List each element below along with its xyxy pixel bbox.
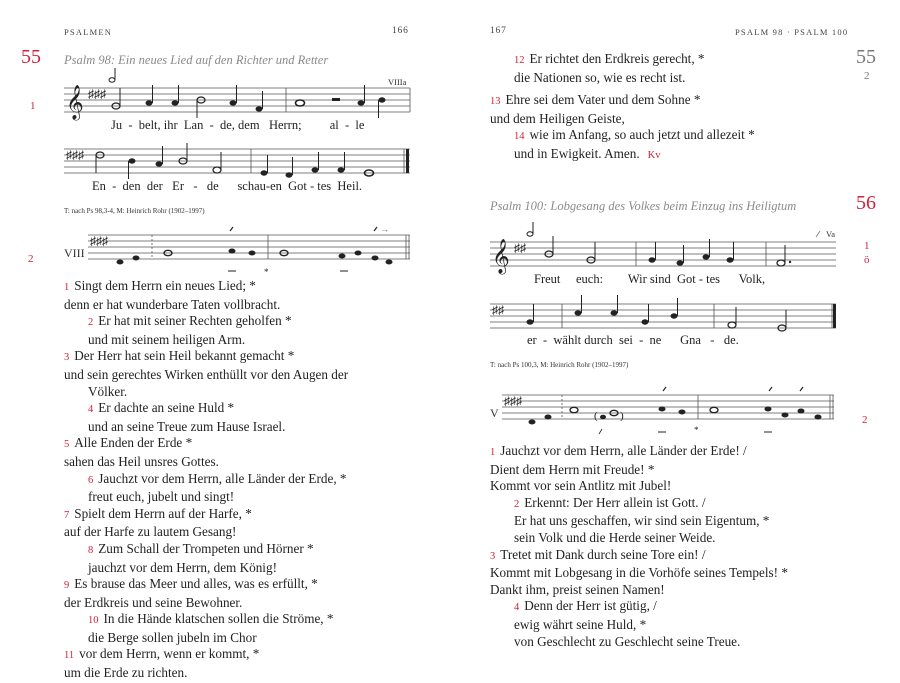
credit-line: T: nach Ps 98,3-4, M: Heinrich Rohr (1902–1997) bbox=[64, 207, 205, 215]
svg-text:→: → bbox=[380, 224, 389, 234]
section-number-2: 2 bbox=[28, 253, 34, 265]
running-head: PSALM 98 · PSALM 100 bbox=[735, 27, 849, 37]
verse-8: 8 Zum Schall der Trompeten und Hörner * jauchzt vor dem Herrn, dem König! bbox=[88, 540, 314, 575]
svg-text:*: * bbox=[264, 267, 269, 277]
section-number-1-sub: ö bbox=[864, 254, 870, 266]
verse-3: 3 Der Herr hat sein Heil bekannt gemacht * und sein gerechtes Wirken enthüllt vor den Augen der Völker. bbox=[64, 348, 349, 399]
section-number-1: 1 bbox=[864, 240, 870, 252]
psalm-tone-label: V bbox=[490, 406, 499, 420]
verse-1: 1 Jauchzt vor dem Herrn, alle Länder der Erde! / Dient dem Herrn mit Freude! * Kommt vor sein Antlitz mit Jubel! bbox=[490, 443, 747, 494]
verse-4: 4 Denn der Herr ist gütig, / ewig währt seine Huld, * von Geschlecht zu Geschlecht seine Treue. bbox=[514, 598, 741, 649]
page-number: 166 bbox=[392, 26, 409, 36]
verse-2: 2 Erkennt: Der Herr allein ist Gott. / Er hat uns geschaffen, wir sind sein Eigentum, * sein Volk und die Herde seiner Weide. bbox=[514, 494, 770, 545]
verse-13: 13 Ehre sei dem Vater und dem Sohne * und dem Heiligen Geiste, bbox=[490, 92, 701, 126]
psalm-tone-staff bbox=[88, 224, 412, 277]
mode-label: Va bbox=[826, 229, 835, 239]
svg-text:𝄞: 𝄞 bbox=[66, 85, 84, 120]
credit-line: T: nach Ps 100,3, M: Heinrich Rohr (1902–1997) bbox=[490, 361, 629, 369]
psalm-title: Psalm 100: Lobgesang des Volkes beim Einzug ins Heiligtum bbox=[490, 199, 797, 213]
verse-1: 1 Singt dem Herrn ein neues Lied; * denn er hat wunderbare Taten vollbracht. bbox=[64, 278, 281, 312]
verse-7: 7 Spielt dem Herrn auf der Harfe, * auf der Harfe zu lautem Gesang! bbox=[64, 505, 252, 540]
verse-2: 2 Er hat mit seiner Rechten geholfen * und mit seinem heiligen Arm. bbox=[88, 313, 292, 347]
psalm-98-continued-verses bbox=[490, 51, 755, 165]
svg-text:*: * bbox=[694, 425, 699, 435]
svg-text:♯♯♯: ♯♯♯ bbox=[66, 148, 84, 162]
hymn-number-56: 56 bbox=[856, 192, 876, 214]
svg-text:♯♯: ♯♯ bbox=[514, 241, 526, 255]
hymn-number-55: 55 bbox=[21, 46, 41, 68]
psalm-100-verses bbox=[490, 443, 788, 650]
psalm-title: Psalm 98: Ein neues Lied auf den Richter und Retter bbox=[64, 53, 329, 67]
mode-label: VIIIa bbox=[388, 77, 407, 87]
lyrics-line-1: Ju - belt, ihr Lan - de, dem Herrn; al - le bbox=[111, 118, 365, 132]
lyrics-line-2: er - wählt durch sei - ne Gna - de. bbox=[527, 333, 739, 347]
lyrics-line-2: En - den der Er - de schau-en Got - tes Heil. bbox=[92, 179, 363, 193]
verse-12: 12 Er richtet den Erdkreis gerecht, * die Nationen so, wie es recht ist. bbox=[514, 51, 705, 85]
margin-number-55: 55 bbox=[856, 46, 876, 68]
svg-text:): ) bbox=[620, 410, 624, 422]
svg-text:♯♯: ♯♯ bbox=[492, 303, 504, 317]
svg-text:𝄞: 𝄞 bbox=[492, 239, 510, 274]
svg-text:♯♯♯: ♯♯♯ bbox=[504, 394, 522, 408]
psalm-98-verses bbox=[64, 278, 348, 682]
lyrics-line-1: Freut euch: Wir sind Got - tes Volk, bbox=[534, 272, 766, 286]
right-page bbox=[450, 0, 900, 683]
verse-4: 4 Er dachte an seine Huld * und an seine Treue zum Hause Israel. bbox=[88, 400, 286, 434]
verse-5: 5 Alle Enden der Erde * sahen das Heil unsres Gottes. bbox=[64, 435, 219, 469]
kv-marker: Kv bbox=[647, 149, 661, 161]
psalm-tone-label: VIII bbox=[64, 246, 85, 260]
section-number-1: 1 bbox=[30, 100, 36, 112]
section-number-2: 2 bbox=[862, 414, 868, 426]
margin-number-55-sub: 2 bbox=[864, 70, 870, 82]
verse-11: 11 vor dem Herrn, wenn er kommt, * um die Erde zu richten. bbox=[64, 646, 260, 681]
svg-text:♯♯♯: ♯♯♯ bbox=[88, 87, 106, 101]
svg-text:♯♯♯: ♯♯♯ bbox=[90, 234, 108, 248]
verse-number: 1 bbox=[64, 282, 70, 293]
page-number: 167 bbox=[490, 26, 507, 36]
verse-9: 9 Es brause das Meer und alles, was es erfüllt, * der Erdkreis und seine Bewohner. bbox=[64, 576, 318, 610]
svg-text:(: ( bbox=[594, 410, 598, 422]
verse-14: 14 wie im Anfang, so auch jetzt und allezeit * und in Ewigkeit. Amen. Kv bbox=[514, 127, 755, 161]
verse-3: 3 Tretet mit Dank durch seine Tore ein! / Kommt mit Lobgesang in die Vorhöfe seines Tempels! * Dankt ihm, preist seinen Namen! bbox=[490, 546, 788, 597]
running-head: PSALMEN bbox=[64, 27, 113, 37]
psalm-tone-staff bbox=[502, 393, 836, 433]
verse-10: 10 In die Hände klatschen sollen die Ströme, * die Berge sollen jubeln im Chor bbox=[88, 611, 334, 645]
verse-6: 6 Jauchzt vor dem Herrn, alle Länder der Erde, * freut euch, jubelt und singt! bbox=[88, 470, 347, 505]
